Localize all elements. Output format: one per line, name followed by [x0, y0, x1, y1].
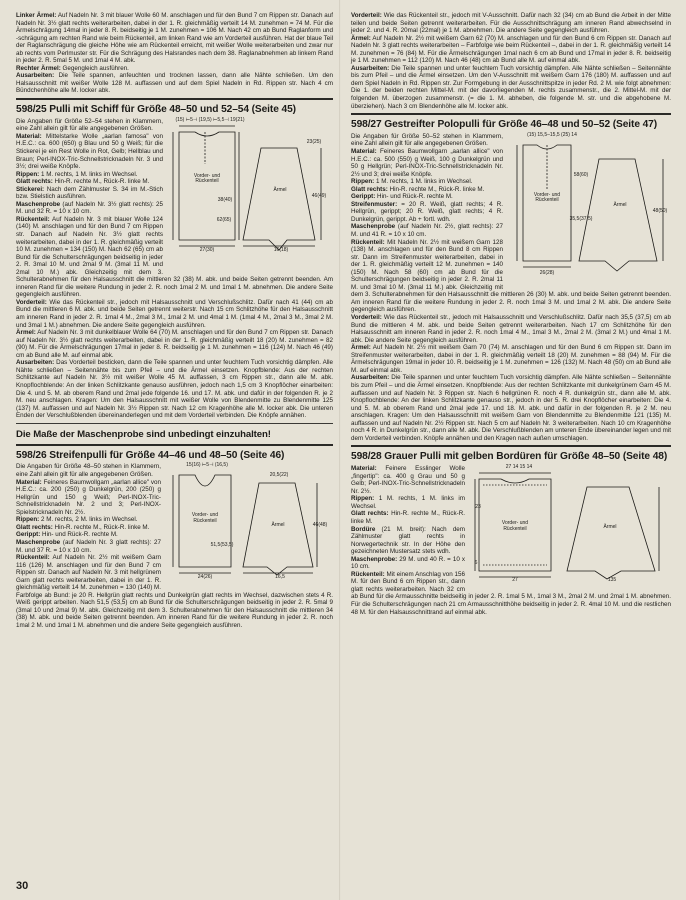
sleeve-outline: [567, 487, 655, 579]
section-heading-598-25: 598/25 Pulli mit Schiff für Größe 48–50 und 52–54 (Seite 45): [16, 104, 296, 116]
paragraph-label: Rückenteil:: [351, 238, 385, 246]
dim-body-width: 27(30): [199, 246, 215, 253]
paragraph-label: Linker Ärmel:: [16, 12, 57, 19]
section-divider: [351, 113, 671, 115]
dim-body-width: 26(28): [539, 269, 555, 276]
paragraph-label: Rückenteil:: [351, 570, 385, 578]
dim-sleeve-length: 48(50): [652, 207, 668, 214]
paragraph-label: Material:: [16, 132, 42, 140]
body-label: Vorder- und Rückenteil: [533, 191, 561, 204]
sleeve-label: Ärmel: [273, 186, 287, 193]
paragraph-label: Maschenprobe: [16, 200, 61, 208]
paragraph-label: Ärmel:: [351, 34, 371, 42]
paragraph: [351, 374, 671, 442]
paragraph-text: Wie das Rückenteil str., jedoch mit Halsausschnitt und Verschlußschlitz. Dafür nach 41 (44) cm ab Bund die mittleren 6 M. abk. und beide Seiten getrennt weiterstr. Nach 15 cm Schlitzhöhe für den Halsausschnitt am inneren Rand in jeder 2. R. 1mal 4 M., 2mal 3 M., 1mal 2 M. und 4mal 1 M. (1mal 4 M., 2mal 3 M., 3mal 2 M. und 3mal 1 M.) abnehmen. Die andere Seite gegengleich ausführen.: [16, 298, 333, 329]
dim-sleeve-top: 20,5(22): [269, 472, 289, 479]
dim-sleeve-top: 23(25): [306, 138, 322, 145]
paragraph-label: Material:: [16, 478, 42, 486]
dim-sleeve-bottom: 135: [607, 577, 617, 584]
paragraph-text: Auf Nadeln Nr. 2½ mit weißem Garn 116 (126) M. anschlagen und für den Bund 7 cm Rippen str. Danach auf Nadeln Nr. 3 mit hellgrünem Garn glatt rechts weiterarbeiten, dabei in der 1. R. gleichmäßig verteilt 14 M. zunehmen = 130 (140) M. Farbfolge ab Bund: je 20 R. Hellgrün glatt rechts und Dunkelgrün glatt rechts im Wechsel, dazwischen stets 4 R. Weiß gerippt arbeiten. Nach 51,5 (53,5) cm ab Bund für die Schulterschrägungen beidseitig in jeder 2. R. 5mal 9 (3mal 10 und 2mal 9) M. abk. Gleichzeitig mit dem 3. Schulterabnehmen für den Halsausschnitt die mittleren 34 (38) M. abk. und beide Seiten getrennt beenden. Am inneren Rand für die weitere Rundung in jeder 2. R. noch 1mal 2 M. und 1mal 1 M. abnehmen und die andere Seite gegengleich ausführen.: [16, 554, 333, 629]
paragraph-label: Glatt rechts:: [16, 178, 53, 186]
paragraph-text: Nach dem Zählmuster S. 34 im M.-Stich bzw. Stielstich ausführen.: [16, 185, 163, 201]
paragraph-text: Die Angaben für Größe 50–52 stehen in Klammern, eine Zahl allein gilt für alle angegebenen Größen.: [351, 132, 503, 148]
paragraph-text: 29 M. und 40 R. = 10 x 10 cm.: [351, 555, 465, 571]
right-intro: [351, 12, 671, 110]
section-heading-598-26: 598/26 Streifenpulli für Größe 44–46 und 48–50 (Seite 46): [16, 449, 285, 461]
paragraph-label: Ausarbeiten:: [16, 359, 55, 367]
section-divider: [351, 445, 671, 447]
paragraph-label: Maschenprobe: [351, 223, 396, 231]
paragraph-label: Glatt rechts:: [351, 510, 389, 518]
dim-body-width: 27: [512, 577, 518, 584]
top-dims: (15) 15,5–15,5 (25) 14: [527, 131, 577, 138]
paragraph: [16, 12, 333, 65]
top-dims: 27 14 15 14: [505, 464, 533, 471]
body-outline: [179, 132, 235, 240]
paragraph-label: Maschenprobe:: [351, 555, 398, 563]
right-column: [351, 12, 671, 616]
dim-sleeve-length: 46(49): [311, 192, 327, 199]
paragraph: [16, 65, 333, 73]
paragraph-label: Ausarbeiten:: [351, 374, 390, 382]
paragraph-label: Ausarbeiten:: [16, 72, 55, 80]
body-label: Vorder- und Rückenteil: [191, 512, 219, 524]
paragraph-text: Feineres Baumwollgarn „aarlan allice" von H.E.C.: ca. 500 (550) g Weiß, 100 g Dunkelgrün und 50 g Hellgrün; Perl-INOX-Tric-Schnellstricknadeln Nr. 2½ und 3; drei weiße Knöpfe.: [351, 148, 503, 178]
paragraph-text: Das Vorderteil besticken, dann die Teile spannen und unter feuchtem Tuch vorsichtig dämpfen. Alle Nähte schließen – Seitennähte bis zum Pfeil – und die Ärmel einsetzen. Knopfblende: Aus der rechten Schlitzkante auf Nadeln Nr. 3½ mit weißer Wolle 45 M. auffassen, 3 cm Rippen str., dann alle M. abk. Knopflochblende: An der linken Schlitzkante genauso ausführen, jedoch nach 1,5 cm 3 Knopflöcher einarbeiten: Die 4. und 5. M. ab oberem Rand und 2mal jede folgende 16. und 17. M. abk. und dafür in der folgenden R. je 2 M. neu anschlagen. Kragen: Um den Halsausschnitt mit weißer Wolle von Blendenmitte zu Blendenmitte 125 (137) M. auffassen und auf Nadeln Nr. 3½ Rippen str. Nach 12 cm Kragenhöhe alle M. locker abk. Die unteren Enden der Verschlußblenden übereinanderlegen und mit dem Vorderteil verbinden. Die Knöpfe annähen.: [16, 359, 333, 420]
notice-gauge: Die Maße der Maschenprobe sind unbedingt einzuhalten!: [16, 428, 271, 440]
paragraph-text: Feinere Esslinger Wolle „fingertip": ca. 400 g Grau und 50 g Gelb; Perl-INOX-Tric-Schnellstricknadeln Nr. 2½.: [351, 465, 465, 495]
dim-sleeve-width: 16(18): [273, 246, 289, 253]
paragraph: [16, 359, 333, 419]
schematic-598-26: [167, 463, 333, 583]
paragraph-label: Gerippt:: [351, 193, 376, 201]
paragraph-text: 1 M. rechts, 1 M. links im Wechsel.: [39, 170, 138, 178]
dim-sleeve-length: 46(48): [312, 522, 328, 529]
paragraph: [16, 299, 333, 329]
paragraph: [16, 72, 333, 95]
page-fold: [339, 0, 341, 900]
section-heading-598-27: 598/27 Gestreifter Polopulli für Größe 46–48 und 50–52 (Seite 47): [351, 119, 658, 131]
paragraph-label: Vorderteil:: [351, 314, 382, 322]
paragraph-label: Stickerei:: [16, 185, 45, 193]
paragraph: [351, 12, 671, 35]
schematic-598-27: [509, 133, 671, 283]
paragraph-text: Auf Nadeln Nr. 3 mit blauer Wolle 60 M. anschlagen und für den Bund 7 cm Rippen str. Danach auf Nadeln Nr. 3½ glatt rechts weiterarbeiten, dabei in der 1. R. gleichmäßig verteilt 14 M. zunehmen = 74 M. Für die Ärmelschrägung 14mal in jeder 8. R. beidseitig je 1 M. zunehmen = 106 M. Nach 42 cm ab Bund Raglanform und -schrägung am rechten Rand wie beim Rückenteil, am linken Rand wie am Vorderteil ausführen. Hat der blaue Teil der Raglanschrägung die gleiche Höhe wie am Rückenteil erreicht, mit weißer Wolle weiterarbeiten und zwar nur ab rechts vom Perlmuster str. Für die Schrägung des Halsrandes nach dem 38. Raglanabnehmen ab linkem Rand in jeder 2. R. 5mal 5 M. und 1mal 4 M. abk.: [16, 12, 333, 65]
pattern-diagram: [509, 133, 671, 283]
top-dims: (15) ⊢5⊣ (19,5) ⊢5,5⊣ 19(21): [175, 116, 245, 123]
paragraph-text: Die Teile spannen und unter feuchtem Tuch vorsichtig dämpfen. Alle Nähte schließen – Seitennähte bis zum Pfeil – und die Ärmel einsetzen. Knopfblende: Aus der rechten Schlitzkante mit dunkelgrünem Garn 45 M. auffassen und auf Nadeln Nr. 3 Rippen str. Nach 6 hellgrünen R. noch 4 R. dunkelgrün str., dann alle M. abk. Knopflochblende: An der linken Schlitzkante genauso str., jedoch in der 5. R. drei Knopflöcher einarbeiten: Die 4. und 5. M. ab oberem Rand und 2mal jede 17. und 18. M. abk. und dafür in der folgenden R. je 2 M. neu anschlagen. Kragen: Um den Halsausschnitt mit weißem Garn von Blendenmitte zu Blendenmitte 121 (135) M. auffassen und auf Nadeln Nr. 2½ Rippen str. Nach 5 cm auf Nadeln Nr. 3 weiterarbeiten. Nach 10 cm Kragenhöhe noch 4 R. in Dunkelgrün str., dann alle M. abk. Die Verschlußblenden am unteren Ende übereinander legen und mit dem Vorderteil verbinden. Knöpfe annähen und den Kragen nach außen umschlagen.: [351, 374, 671, 442]
sleeve-outline: [243, 483, 313, 575]
paragraph-text: Die Angaben für Größe 48–50 stehen in Klammern, eine Zahl allein gilt für alle angegebenen Größen.: [16, 463, 161, 479]
paragraph-label: Rechter Ärmel:: [16, 64, 61, 72]
paragraph-label: Material:: [351, 148, 377, 155]
paragraph-text: Auf Nadeln Nr. 3 mit dunkelblauer Wolle 64 (70) M. anschlagen und für den Bund 7 cm Rippen str. Danach auf Nadeln Nr. 3½ glatt rechts weiterarbeiten, dabei in der 1. R. gleichmäßig verteilt 18 (20) M. zunehmen = 82 (90) M. Für die Ärmelschrägungen 17mal in jeder 8. R. beidseitig je 1 M. zunehmen = 116 (124) M. Nach 46 (49) cm ab Bund alle M. auf einmal abk.: [16, 329, 333, 359]
paragraph-label: Glatt rechts:: [351, 185, 388, 193]
divider: [16, 423, 333, 424]
paragraph-text: Die Angaben für Größe 52–54 stehen in Klammern, eine Zahl allein gilt für alle angegebenen Größen.: [16, 117, 163, 133]
paragraph-label: Vorderteil:: [16, 298, 47, 306]
paragraph-text: 1 M. rechts, 1 M. links im Wechsel.: [374, 178, 473, 186]
dim-total-height: 51,5(53,5): [210, 542, 234, 549]
paragraph: [351, 344, 671, 374]
dim-total-height: 62(65): [216, 216, 232, 223]
paragraph-text: Hin-R. rechte M., Rück-R. linke M.: [52, 178, 150, 186]
paragraph-label: Glatt rechts:: [16, 523, 53, 531]
left-column: [16, 12, 333, 630]
paragraph-text: Hin-R. rechte M., Rück-R. linke M.: [52, 523, 150, 531]
section-heading-598-28: 598/28 Grauer Pulli mit gelben Bordüren für Größe 48–50 (Seite 48): [351, 451, 668, 463]
paragraph-text: Hin-R. rechte M., Rück-R. linke M.: [351, 510, 465, 525]
paragraph-label: Ärmel:: [16, 329, 36, 337]
paragraph-label: Bordüre: [351, 525, 376, 533]
paragraph-label: Rückenteil:: [16, 554, 50, 562]
paragraph-label: Maschenprobe: [16, 538, 61, 546]
paragraph-text: = 20 R. Weiß, glatt rechts; 4 R. Hellgrün, gerippt; 20 R. Weiß, glatt rechts; 4 R. Dunkelgrün, gerippt. Ab + fortl. wdh.: [351, 200, 503, 223]
sleeve-label: Ärmel: [271, 522, 285, 529]
top-dims: 15(16) ⊢5⊣ (16,5): [186, 462, 228, 469]
paragraph-text: (auf Nadeln Nr. 3½ glatt rechts): 25 M. und 32 R. = 10 x 10 cm.: [16, 200, 163, 216]
paragraph: [351, 35, 671, 65]
paragraph: [351, 314, 671, 344]
paragraph-text: Hin-R. rechte M., Rück-R. linke M.: [387, 185, 485, 193]
dim-armhole: 23: [475, 504, 481, 511]
paragraph-label: Rippen:: [16, 170, 40, 178]
paragraph-text: Hin- und Rück-R. rechte M.: [40, 531, 118, 539]
paragraph-label: Ärmel:: [351, 344, 371, 352]
body-label: Vorder- und Rückenteil: [193, 172, 221, 185]
paragraph-text: Wie das Rückenteil str., jedoch mit Halsausschnitt und Verschlußschlitz. Dafür nach 35,5 (37,5) cm ab Bund die mittleren 4 M. abk. und beide Seiten getrennt weiterarbeiten. Nach 17 cm Schlitzhöhe für den Halsausschnitt am inneren Rand in jeder 2. R. noch 1mal 4 M., 1mal 3 M., 2mal 2 M. (3mal 2 M.) und 4mal 1 M. abk. Die andere Seite gegengleich ausführen.: [351, 314, 671, 344]
paragraph-text: Mit Nadeln Nr. 2½ mit weißem Garn 128 (138) M. anschlagen und für den Bund 8 cm Rippen str. Dann im Streifenmuster weiterarbeiten, dabei in der 1. R. gleichmäßig verteilt 12 M. zunehmen = 140 (150) M. Nach 58 (60) cm ab Bund für die Schulterschrägungen beidseitig in jeder 2. R. 2mal 11 M. und 3mal 10 M. (3mal 11 M.) abk. Gleichzeitig mit dem 3. Schulterabnehmen für den Halsausschnitt die mittleren 26 (30) M. abk. und beide Seiten getrennt beenden. Am inneren Rand für die weitere Rundung in jeder 2. R. noch 1mal 3 M. und 1mal 2 M. abk. Die andere Seite gegengleich ausführen.: [351, 238, 671, 314]
paragraph-label: Gerippt:: [16, 531, 41, 539]
dim-total-height: 58(60): [573, 171, 589, 178]
sleeve-label: Ärmel: [613, 201, 627, 208]
paragraph-text: (21 M. breit): Nach dem Zählmuster glatt rechts in Norwegertechnik str. In der Höhe den gezeichneten Mustersatz stets wdh.: [351, 525, 465, 556]
paragraph-text: (auf Nadeln Nr. 3 glatt rechts): 27 M. und 37 R. = 10 x 10 cm.: [16, 538, 161, 554]
sleeve-label: Ärmel: [603, 524, 617, 531]
paragraph-text: Mit einem Anschlag von 156 M. für den Bund 6 cm Rippen str., dann glatt rechts weiterarbeiten. Nach 32 cm ab Bund für die Armausschnitte beidseitig in jeder 2. R. 1mal 5 M., 1mal 3 M., 2mal 2 M. und 2mal 1 M. abnehmen. Für die Schulterschrägungen nach 21 cm Armausschnitthöhe beidseitig in jeder 2. R. 4mal 10 M. und die restlichen 48 M. für den Halsausschnittrand auf einmal abk.: [351, 570, 671, 616]
paragraph-text: Auf Nadeln Nr. 2½ mit weißem Garn 62 (70) M. anschlagen und für den Bund 6 cm Rippen str. Danach auf Nadeln Nr. 3 glatt rechts weiterarbeiten – Farbfolge wie beim Rückenteil –, dabei in der 1. R. gleichmäßig verteilt 14 M. zunehmen = 76 (84) M. Für die Ärmelschrägungen 1mal nach 6 cm ab Bund und 17mal in jeder 8. R. beidseitig je 1 M. zunehmen = 112 (120) M. Nach 46 (48) cm ab Bund alle M. auf einmal abk.: [351, 34, 671, 65]
paragraph-text: Mittelstarke Wolle „aarlan famosa" von H.E.C.: ca. 600 (650) g Blau und 50 g Weiß; für die Stickerei je ein Rest Wolle in Rot, Gelb; Hellblau und Braun; Perl-INOX-Tric-Schnellstricknadeln Nr. 3 und 3½; drei weiße Knöpfe.: [16, 132, 163, 171]
paragraph-text: Die Teile spannen und unter feuchtem Tuch vorsichtig dämpfen. Alle Nähte schließen – Seitennähte bis zum Pfeil – und die Ärmel einsetzen. Um den V-Ausschnitt mit weißem Garn 176 (180) M. auffassen und auf dem Spiel Nadeln in Rd. Rippen str. Zur Formgebung in der Ausschnittspitze in jeder Rd. 2 M. wie folgt abnehmen: Die 1. der beiden rechten Mittel-M. mit der davorliegenden M. rechts zusammenstr., die 2. Mittel-M. mit der folgenden M. überzogen zusammenstr. (= die 1. M. abheben, die folgende M. str. und die abgehobene M. überziehen). Nach 3 cm Blendenhöhe alle M. locker abk.: [351, 64, 671, 110]
paragraph-text: Wie das Rückenteil str., jedoch mit V-Ausschnitt. Dafür nach 32 (34) cm ab Bund die Arbeit in der Mitte teilen und beide Seiten getrennt weiterarbeiten. Für die Ausschnittschrägung am inneren Rand abwechselnd in jeder 2. und 4. R. 20mal (22mal) je 1 M. abnehmen. Die andere Seite gegengleich ausführen.: [351, 12, 671, 35]
paragraph-label: Material:: [351, 465, 377, 473]
paragraph-label: Rippen:: [16, 516, 40, 524]
paragraph-text: 1 M. rechts, 1 M. links im Wechsel.: [351, 495, 465, 510]
paragraph-text: Gegengleich ausführen.: [60, 64, 129, 72]
dim-sleeve-width: 16,5: [275, 574, 285, 581]
paragraph-text: (auf Nadeln Nr. 2½, glatt rechts): 27 M. und 41 R. = 10 x 10 cm.: [351, 223, 503, 239]
paragraph-label: Rippen:: [351, 178, 375, 186]
paragraph-text: Auf Nadeln Nr. 3 mit blauer Wolle 124 (140) M. anschlagen und für den Bund 7 cm Rippen str. Danach auf Nadeln Nr. 3½ glatt rechts weiterarbeiten, dabei in der 1. R. gleichmäßig verteilt 10 M. zunehmen = 134 (150) M. Nach 62 (65) cm ab Bund für die Schulterschrägungen beidseitig in jeder 2. R. 3mal 10 M. und 2mal 9 M. (3mal 11 M. und 2mal 10 M.) abk. Gleichzeitig mit dem 3. Schulterabnehmen für den Halsausschnitt die mittleren 32 (38) M. abk. und beide Seiten getrennt beenden. Am inneren Rand für die weitere Rundung in jeder 2. R. noch 1mal 2 M. und 1mal 1 M. abnehmen. Die andere Seite gegengleich ausführen.: [16, 215, 333, 299]
dim-height: 38(40): [217, 196, 233, 203]
paragraph: [16, 329, 333, 359]
dim-body-width: 24(26): [197, 574, 213, 581]
schematic-598-25: [169, 118, 333, 274]
paragraph-text: 2 M. rechts, 2 M. links im Wechsel.: [39, 516, 138, 524]
paragraph-text: Die Teile spannen, anfeuchten und trocknen lassen, dann alle Nähte schließen. Um den Halsausschnitt mit weißer Wolle 128 M. auffassen und auf dem Spiel Nadeln in Rd. Rippen str. Nach 4 cm Bündchenhöhe alle M. locker abk.: [16, 72, 333, 95]
section-divider: [16, 98, 333, 100]
dim-cuff: 6: [474, 560, 478, 567]
paragraph-label: Rippen:: [351, 495, 375, 503]
page-number: 30: [16, 880, 29, 892]
dim-height: 35,5(37,5): [569, 215, 593, 222]
paragraph: [351, 65, 671, 110]
paragraph-label: Streifenmuster:: [351, 200, 398, 208]
schematic-598-28: [471, 465, 671, 585]
paragraph-text: Hin- und Rück-R. rechte M.: [375, 193, 453, 201]
left-intro: [16, 12, 333, 95]
section-divider: [16, 444, 333, 446]
paragraph-label: Rückenteil:: [16, 215, 50, 223]
body-label: Vorder- und Rückenteil: [501, 520, 529, 532]
paragraph-text: Feineres Baumwollgarn „aarlan allice" von H.E.C.: ca. 200 (250) g Dunkelgrün, 200 (250) g Hellgrün und 150 g Weiß; Perl-INOX-Tric-Schnellstricknadeln Nr. 2 und 3; Perl-INOX-Spielstricknadeln Nr. 2½.: [16, 478, 161, 516]
paragraph-text: Auf Nadeln Nr. 2½ mit weißem Garn 70 (74) M. anschlagen und für den Bund 6 cm Rippen str. Dann im Streifenmuster weiterarbeiten, dabei in der 1. R. gleichmäßig verteilt 18 (20) M. zunehmen = 88 (94) M. Für die Ärmelschrägungen 19mal in jeder 10. R. beidseitig je 1 M. zunehmen = 126 (132) M. Nach 48 (50) cm ab Bund alle M. auf einmal abk.: [351, 344, 671, 374]
paragraph-label: Ausarbeiten:: [351, 64, 390, 72]
paragraph-label: Vorderteil:: [351, 12, 382, 19]
